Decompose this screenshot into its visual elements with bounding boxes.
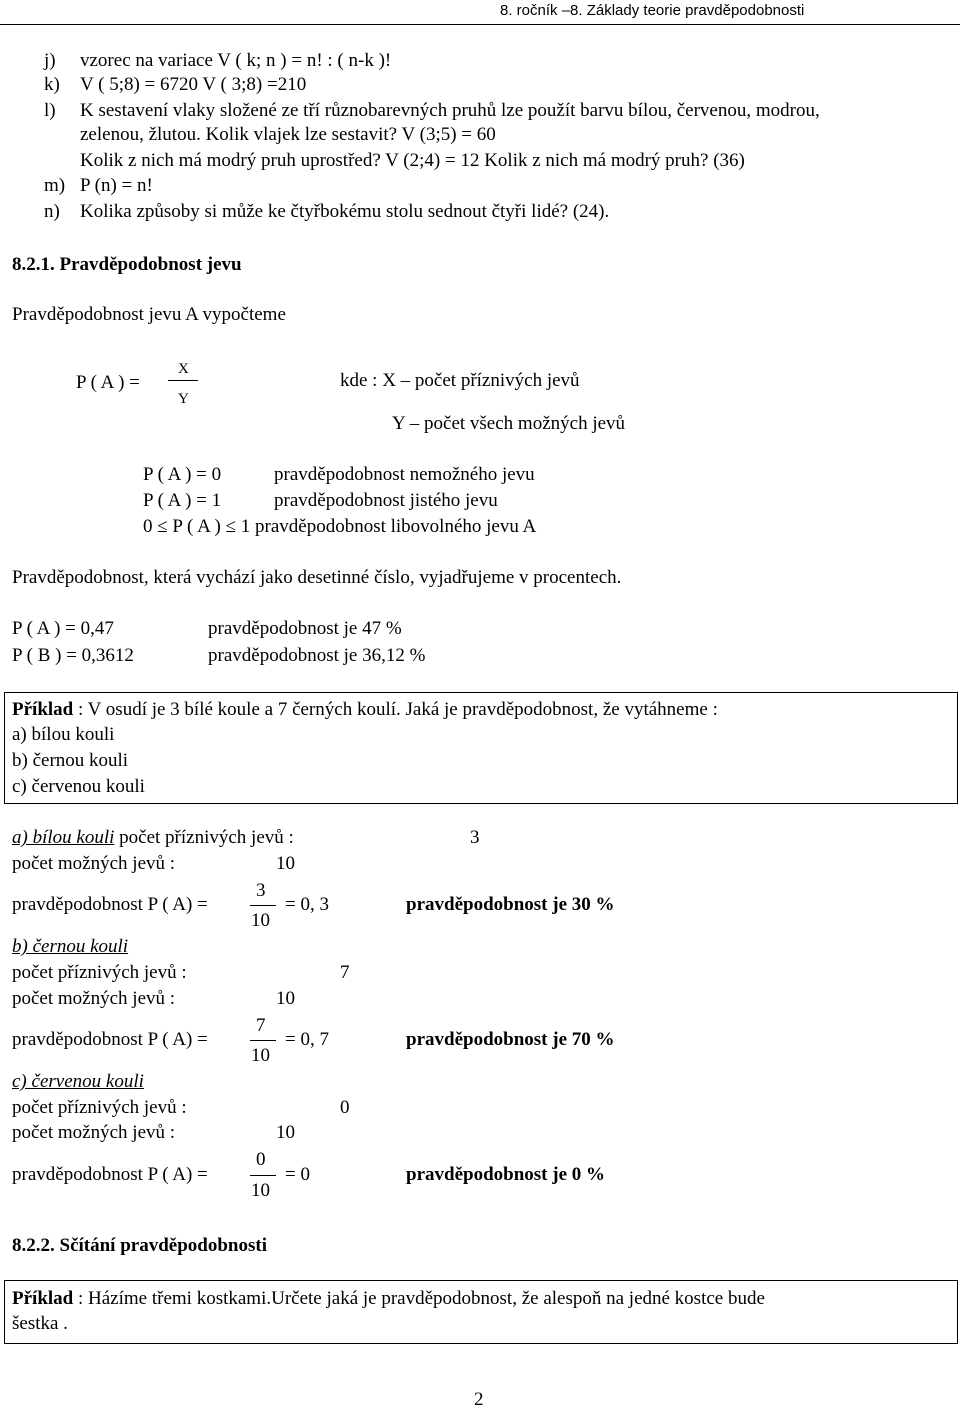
- probability-label: pravděpodobnost P ( A) =: [12, 894, 208, 915]
- possible-label: počet možných jevů :: [12, 853, 176, 874]
- section-heading: 8.2.1. Pravděpodobnost jevu: [12, 254, 242, 275]
- possible-count: 10: [276, 853, 295, 874]
- list-item: K sestavení vlaky složené ze tří různobarevných pruhů lze použít barvu bílou, červenou, modrou,: [80, 100, 820, 121]
- fraction-numerator: 0: [256, 1149, 266, 1170]
- case-description: pravděpodobnost nemožného jevu: [274, 464, 535, 485]
- favorable-count: 7: [340, 962, 350, 983]
- fraction-denominator: 10: [251, 910, 270, 931]
- list-item: vzorec na variace V ( k; n ) = n! : ( n-k )!: [80, 50, 392, 71]
- possible-count: 10: [276, 988, 295, 1009]
- fraction-denominator: 10: [251, 1045, 270, 1066]
- probability-value: = 0: [285, 1164, 310, 1185]
- probability-result: pravděpodobnost je 0 %: [406, 1164, 605, 1185]
- probability-label: pravděpodobnost P ( A) =: [12, 1029, 208, 1050]
- percent-description: pravděpodobnost je 36,12 %: [208, 645, 426, 666]
- list-item: V ( 5;8) = 6720 V ( 3;8) =210: [80, 74, 307, 95]
- solution-title: a) bílou kouli: [12, 827, 115, 848]
- fraction-numerator: 3: [256, 880, 266, 901]
- example-option: b) černou kouli: [12, 750, 129, 771]
- example-question: : Házíme třemi kostkami.Určete jaká je pravděpodobnost, že alespoň na jedné kostce bude: [73, 1288, 765, 1309]
- favorable-label: počet příznivých jevů :: [12, 962, 187, 983]
- percent-formula: P ( A ) = 0,47: [12, 618, 114, 639]
- section-heading: 8.2.2. Sčítání pravděpodobnosti: [12, 1235, 267, 1256]
- percent-note: Pravděpodobnost, která vychází jako desetinné číslo, vyjadřujeme v procentech.: [12, 567, 622, 588]
- probability-value: = 0, 7: [285, 1029, 329, 1050]
- list-item-continuation: zelenou, žlutou. Kolik vlajek lze sestavit? V (3;5) = 60: [80, 124, 496, 145]
- example-text: [12, 1288, 765, 1310]
- example-label: Příklad: [12, 699, 74, 720]
- probability-result: pravděpodobnost je 30 %: [406, 894, 615, 915]
- favorable-count: 0: [340, 1097, 350, 1118]
- formula-numerator: X: [178, 361, 189, 377]
- fraction-bar: [250, 1175, 276, 1176]
- favorable-label: počet příznivých jevů :: [114, 827, 294, 848]
- case-formula: P ( A ) = 0: [143, 464, 222, 485]
- favorable-label: počet příznivých jevů :: [12, 1097, 187, 1118]
- example-question: : V osudí je 3 bílé koule a 7 černých koulí. Jaká je pravděpodobnost, že vytáhneme :: [73, 699, 718, 720]
- favorable-count: 3: [470, 827, 480, 848]
- example-option: c) červenou kouli: [12, 776, 145, 797]
- list-item: Kolika způsoby si může ke čtyřbokému stolu sednout čtyři lidé? (24).: [80, 201, 610, 222]
- list-item: P (n) = n!: [80, 175, 153, 196]
- percent-formula: P ( B ) = 0,3612: [12, 645, 134, 666]
- example-text: [12, 699, 718, 721]
- list-marker: k): [44, 74, 60, 95]
- possible-count: 10: [276, 1122, 295, 1143]
- formula-lhs: P ( A ) =: [76, 372, 140, 393]
- probability-label: pravděpodobnost P ( A) =: [12, 1164, 208, 1185]
- case-formula: 0 ≤ P ( A ) ≤ 1 pravděpodobnost libovolného jevu A: [143, 516, 537, 537]
- formula-denominator: Y: [178, 391, 189, 407]
- example-option: a) bílou kouli: [12, 724, 115, 745]
- example-text-continuation: šestka .: [12, 1313, 68, 1334]
- probability-result: pravděpodobnost je 70 %: [406, 1029, 615, 1050]
- list-marker: j): [44, 50, 56, 71]
- fraction-numerator: 7: [256, 1015, 266, 1036]
- fraction-bar: [168, 380, 198, 381]
- list-item-continuation: Kolik z nich má modrý pruh uprostřed? V (2;4) = 12 Kolik z nich má modrý pruh? (36): [80, 150, 745, 171]
- possible-label: počet možných jevů :: [12, 1122, 176, 1143]
- intro-text: Pravděpodobnost jevu A vypočteme: [12, 304, 286, 325]
- running-header: 8. ročník –8. Základy teorie pravděpodobnosti: [500, 2, 805, 19]
- fraction-denominator: 10: [251, 1180, 270, 1201]
- fraction-bar: [250, 1040, 276, 1041]
- probability-value: = 0, 3: [285, 894, 329, 915]
- list-marker: l): [44, 100, 56, 121]
- solution-title: c) červenou kouli: [12, 1071, 144, 1092]
- possible-label: počet možných jevů :: [12, 988, 176, 1009]
- case-formula: P ( A ) = 1: [143, 490, 222, 511]
- list-marker: m): [44, 175, 66, 196]
- fraction-bar: [250, 905, 276, 906]
- solution-a-header: [12, 827, 294, 849]
- case-description: pravděpodobnost jistého jevu: [274, 490, 498, 511]
- page-number: 2: [474, 1389, 484, 1410]
- percent-description: pravděpodobnost je 47 %: [208, 618, 402, 639]
- formula-where-x: kde : X – počet příznivých jevů: [340, 370, 580, 391]
- formula-where-y: Y – počet všech možných jevů: [392, 413, 626, 434]
- header-rule: [0, 24, 960, 25]
- solution-title: b) černou kouli: [12, 936, 129, 957]
- list-marker: n): [44, 201, 60, 222]
- example-label: Příklad: [12, 1288, 74, 1309]
